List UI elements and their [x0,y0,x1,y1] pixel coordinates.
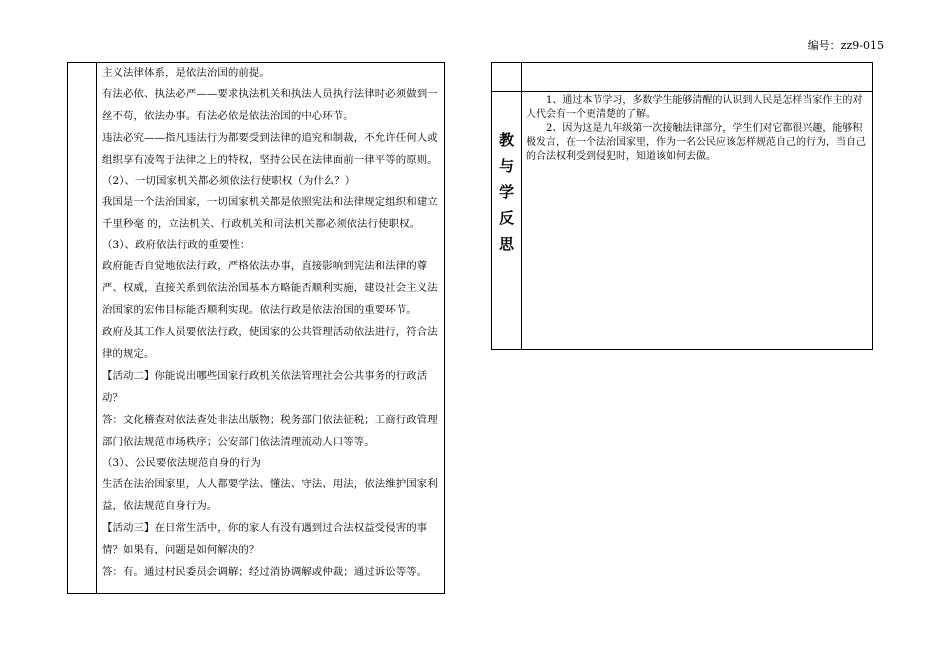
activity-three-answer: 答：有。通过村民委员会调解；经过消协调解或仲裁；通过诉讼等等。 [102,566,428,578]
content-line: 违法必究——指凡违法行为都要受到法律的追究和制裁，不允许任何人或组织享有凌驾于法律之上的特权，坚持公民在法律面前一律平等的原则。 [102,132,438,166]
reflection-table [491,62,873,350]
label-char: 反 [498,208,514,227]
content-line: （3）、公民要依法规范自身的行为 [102,457,261,469]
content-line: 主义法律体系，是依法治国的前提。 [102,67,270,79]
content-line: （3）、政府依法行政的重要性： [102,239,251,251]
reflection-paragraph: 1、通过本节学习，多数学生能够清醒的认识到人民是怎样当家作主的对人代会有一个更清楚的了解。 [526,95,863,120]
lesson-content [102,63,440,583]
content-line: （2）、一切国家机关都必须依法行使职权（为什么？） [102,175,356,187]
content-line: 我国是一个法治国家，一切国家机关都是依照宪法和法律规定组织和建立千里秒毫 的，立法机关、行政机关和司法机关都必须依法行使职权。 [102,196,438,230]
reflection-paragraph: 2、因为这是九年级第一次接触法律部分，学生们对它都很兴趣，能够积极发言，在一个法治国家里，作为一名公民应该怎样规范自己的行为，当自己的合法权利受到侵犯时，知道该如何去做。 [526,123,866,162]
activity-two-question: 【活动二】你能说出哪些国家行政机关依法管理社会公共事务的行政活动？ [102,370,428,404]
reflection-header-row [492,63,872,92]
column-divider [521,63,522,349]
document-code: 编号：zz9-015 [807,39,884,52]
label-char: 学 [498,182,514,201]
label-char: 与 [498,156,514,175]
activity-two-answer: 答：文化稽查对依法查处非法出版物；税务部门依法征税；工商行政管理部门依法规范市场秩序；公安部门依法清理流动人口等等。 [102,414,438,448]
content-line: 政府能否自觉地依法行政，严格依法办事，直接影响到宪法和法律的尊严、权威，直接关系到依法治国基本方略能否顺利实施，建设社会主义法治国家的宏伟目标能否顺利实现。依法行政是依法治国的重要环节。 [102,260,438,316]
content-line: 生活在法治国家里，人人都要学法、懂法、守法、用法，依法维护国家利益，依法规范自身行为。 [102,478,438,512]
reflection-label [492,92,521,349]
activity-three-question: 【活动三】在日常生活中，你的家人有没有遇到过合法权益受侵害的事情？如果有，问题是如何解决的？ [102,522,428,556]
content-line: 有法必依、执法必严——要求执法机关和执法人员执行法律时必须做到一丝不苟，依法办事。有法必依是依法治国的中心环节。 [102,88,438,122]
label-char: 思 [498,234,514,253]
label-char: 教 [498,130,514,149]
left-margin-column [68,63,97,593]
reflection-text [526,94,869,164]
lesson-content-table [67,62,445,594]
content-line: 政府及其工作人员要依法行政，使国家的公共管理活动依法进行，符合法律的规定。 [102,326,438,360]
